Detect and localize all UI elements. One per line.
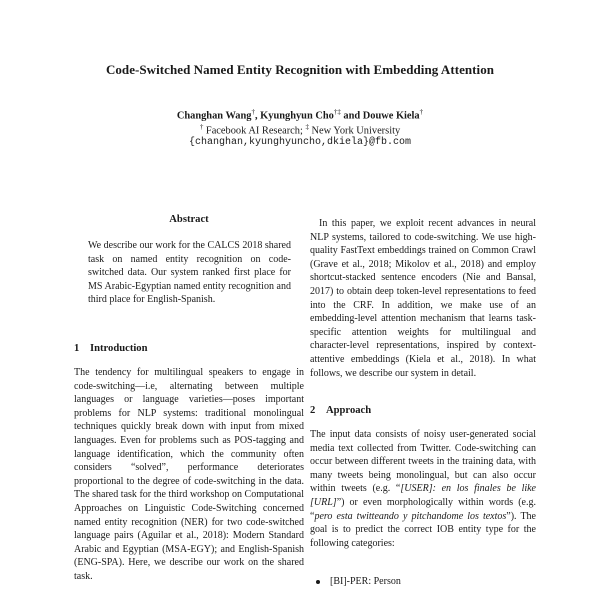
section-title: Introduction — [90, 343, 148, 354]
section-number: 1 — [74, 343, 80, 354]
affiliation-mark: † — [251, 108, 255, 116]
entity-category-list — [316, 575, 536, 589]
abstract-heading: Abstract — [169, 214, 209, 225]
author-name-kiela: and Douwe Kiela — [340, 110, 420, 122]
affiliation-mark: ‡ — [305, 123, 309, 131]
approach-paragraph — [310, 428, 536, 550]
author-name-wang: Changhan Wang — [176, 110, 252, 122]
introduction-continued-paragraph: In this paper, we exploit recent advances in neural NLP systems, tailored to code-switching. We use high-quality FastText embeddings trained on Common Crawl (Grave et al., 2018; Mikolov et al., 2018) and employ shortcut-stacked sentence encoders (Nie and Bansal, 2017) to obtain deep token-level representations to feed into the CRF. In addition, we make use of an embedding-level attention mechanism that learns task-specific attention weights for multilingual and character-level representations, inspired by context-attentive embeddings (Kiela et al., 2018). In what follows, we describe our system in detail. — [310, 218, 536, 379]
approach-text-b: ”) or even morphologically within words (e.g. “ — [310, 496, 536, 522]
affiliation-mark: † — [199, 123, 204, 131]
affiliation-nyu: New York University — [308, 125, 401, 137]
section-heading-approach — [310, 405, 371, 416]
affiliation-fair: Facebook AI Research; — [203, 125, 306, 137]
approach-example-2: pero esta twitteando y pitchandome los textos — [314, 510, 507, 522]
list-item: [BI]-PER: Person — [316, 575, 536, 589]
section-number: 2 — [310, 405, 316, 416]
abstract-body: We describe our work for the CALCS 2018 shared task on named entity recognition on code-switched data. Our system ranked first place for MS Arabic-Egyptian named entity recognition and third place for English-Spanish. — [88, 240, 291, 306]
affiliation-mark: †‡ — [333, 108, 341, 116]
approach-text-c: ”). The goal is to predict the correct IOB entity type for the following categories: — [310, 510, 536, 549]
affiliation-mark: † — [419, 108, 424, 116]
paper-title: Code-Switched Named Entity Recognition with Embedding Attention — [105, 62, 495, 77]
author-emails: {changhan,kyunghyuncho,dkiela}@fb.com — [188, 137, 412, 148]
section-title: Approach — [326, 405, 372, 416]
approach-example-1: [USER]: en los finales be like [URL] — [310, 483, 536, 508]
author-list — [0, 108, 600, 121]
introduction-paragraph: The tendency for multilingual speakers to engage in code-switching—i.e, alternating between multiple languages or language varieties—poses important problems for NLP systems: traditional monolingual techniques quickly break down with input from mixed languages. Even for problems such as POS-tagging and language identification, which the community often considers “solved”, performance deteriorates proportional to the degree of code-switching in the data. The shared task for the third workshop on Computational Approaches on Linguistic Code-Switching concerned named entity recognition (NER) for two code-switched language pairs (Aguilar et al., 2018): Modern Standard Arabic and Egyptian (MSA-EGY); and English-Spanish (ENG-SPA). Here, we describe our work on the shared task. — [74, 367, 304, 582]
section-heading-introduction — [74, 343, 148, 354]
author-name-cho: , Kyunghyun Cho — [254, 110, 334, 122]
approach-text-a: The input data consists of noisy user-generated social media text collected from Twitter. Code-switching can occur between different tweets in the training data, with many tweets being monolingual, but can also occur within tweets (e.g. “ — [310, 429, 536, 495]
author-affiliations — [0, 123, 600, 136]
